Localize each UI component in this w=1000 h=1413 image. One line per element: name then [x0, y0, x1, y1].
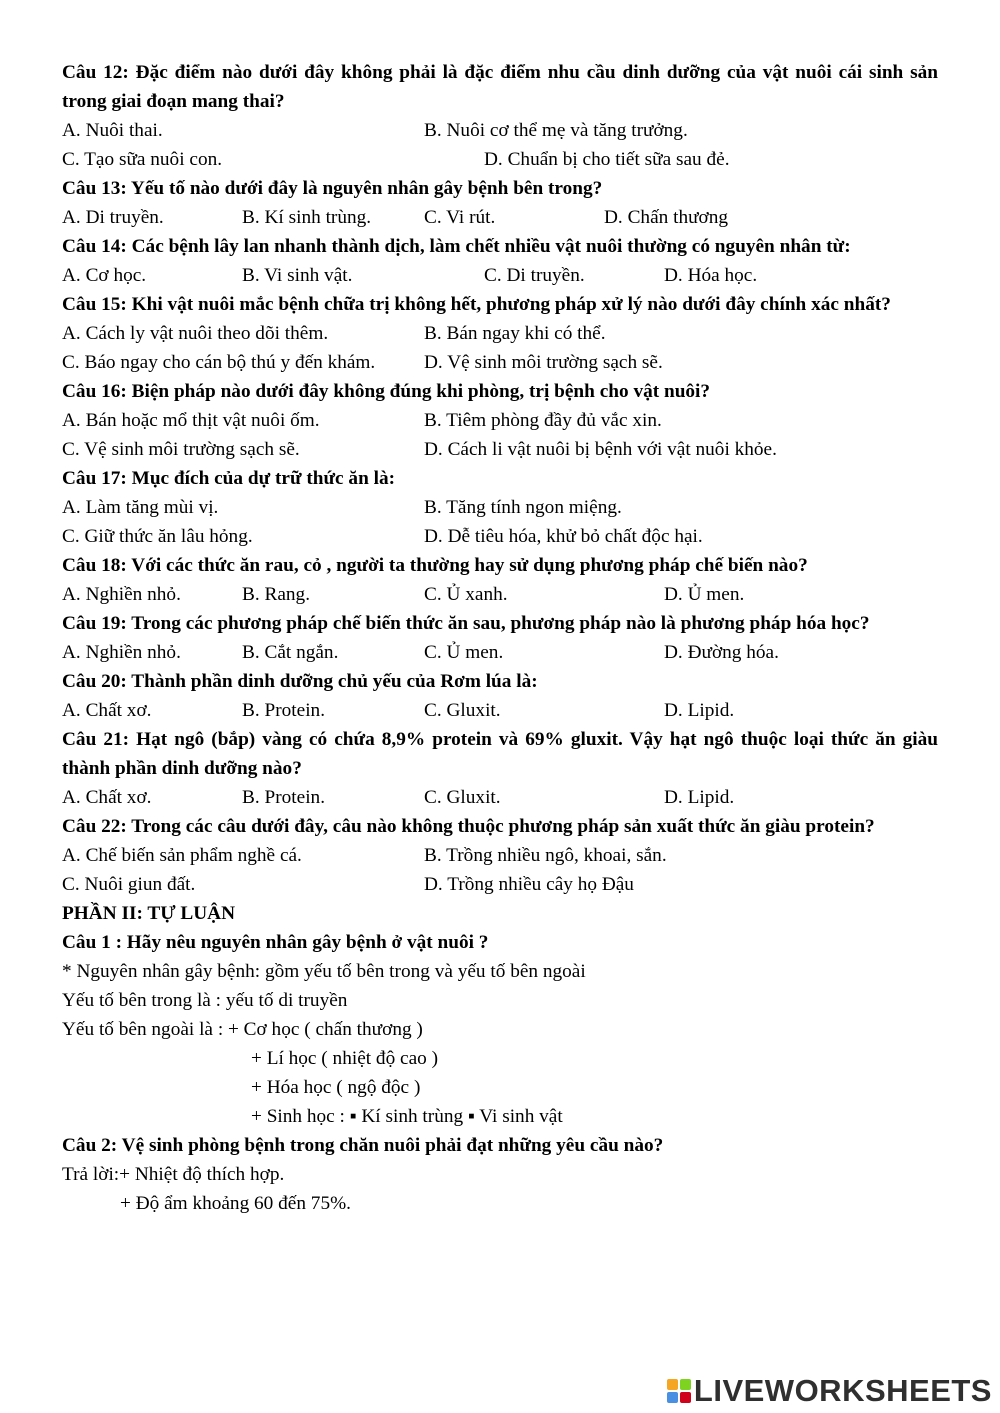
answer-row — [62, 406, 938, 435]
question-12 — [62, 58, 938, 174]
answer-option: C. Tạo sữa nuôi con. — [62, 149, 223, 170]
essay-question-1: Câu 1 : Hãy nêu nguyên nhân gây bệnh ở vật nuôi ? — [62, 932, 489, 953]
answer-option: B. Protein. — [242, 787, 326, 808]
answer-option: C. Gluxit. — [424, 787, 501, 808]
answer-option: B. Kí sinh trùng. — [242, 207, 372, 228]
answer-row — [62, 493, 938, 522]
answer-option: B. Trồng nhiều ngô, khoai, sắn. — [424, 845, 667, 866]
question-13 — [62, 174, 938, 232]
question-text: Câu 14: Các bệnh lây lan nhanh thành dịch, làm chết nhiều vật nuôi thường có nguyên nhân từ: — [62, 236, 851, 257]
answer-row — [62, 696, 938, 725]
answer-line: + Hóa học ( ngộ độc ) — [251, 1077, 421, 1098]
answer-option: D. Cách li vật nuôi bị bệnh với vật nuôi khỏe. — [424, 439, 777, 460]
answer-option: A. Nuôi thai. — [62, 120, 163, 141]
question-text: Câu 20: Thành phần dinh dưỡng chủ yếu của Rơm lúa là: — [62, 671, 538, 692]
answer-line: Trả lời:+ Nhiệt độ thích hợp. — [62, 1164, 285, 1185]
question-19 — [62, 609, 938, 667]
answer-line: + Độ ẩm khoảng 60 đến 75%. — [120, 1193, 351, 1214]
answer-option: C. Nuôi giun đất. — [62, 874, 196, 895]
answer-option: C. Vệ sinh môi trường sạch sẽ. — [62, 439, 300, 460]
answer-option: C. Di truyền. — [484, 265, 585, 286]
question-text: Câu 21: Hạt ngô (bắp) vàng có chứa 8,9% protein và 69% gluxit. Vậy hạt ngô thuộc loại thức ăn giàu thành phần dinh dưỡng nào? — [62, 729, 938, 779]
answer-option: A. Di truyền. — [62, 207, 164, 228]
answer-option: B. Vi sinh vật. — [242, 265, 353, 286]
answer-option: C. Báo ngay cho cán bộ thú y đến khám. — [62, 352, 376, 373]
answer-row — [62, 580, 938, 609]
answer-option: D. Chấn thương — [604, 207, 729, 228]
logo-text: LIVEWORKSHEETS — [693, 1373, 992, 1408]
answer-option: C. Ủ men. — [424, 642, 504, 663]
question-20 — [62, 667, 938, 725]
question-17 — [62, 464, 938, 551]
answer-option: A. Cơ học. — [62, 265, 147, 286]
answer-option: D. Lipid. — [664, 787, 735, 808]
answer-row — [62, 203, 938, 232]
logo-grid-icon — [667, 1379, 691, 1403]
part-2-essay — [62, 899, 938, 1218]
answer-option: D. Lipid. — [664, 700, 735, 721]
question-text: Câu 18: Với các thức ăn rau, cỏ , người ta thường hay sử dụng phương pháp chế biến nào? — [62, 555, 808, 576]
question-18 — [62, 551, 938, 609]
answer-option: B. Cắt ngắn. — [242, 642, 339, 663]
answer-option: B. Protein. — [242, 700, 326, 721]
question-text: Câu 22: Trong các câu dưới đây, câu nào không thuộc phương pháp sản xuất thức ăn giàu protein? — [62, 816, 875, 837]
answer-option: B. Tiêm phòng đầy đủ vắc xin. — [424, 410, 662, 431]
answer-option: D. Chuẩn bị cho tiết sữa sau đẻ. — [484, 149, 730, 170]
answer-row — [62, 435, 938, 464]
answer-option: B. Nuôi cơ thể mẹ và tăng trưởng. — [424, 120, 688, 141]
answer-row — [62, 116, 938, 145]
question-text: Câu 17: Mục đích của dự trữ thức ăn là: — [62, 468, 396, 489]
answer-row — [62, 522, 938, 551]
answer-row — [62, 783, 938, 812]
section-heading: PHẦN II: TỰ LUẬN — [62, 903, 236, 924]
essay-question-2: Câu 2: Vệ sinh phòng bệnh trong chăn nuôi phải đạt những yêu cầu nào? — [62, 1135, 664, 1156]
answer-row — [62, 638, 938, 667]
answer-option: C. Gluxit. — [424, 700, 501, 721]
answer-option: C. Ủ xanh. — [424, 584, 508, 605]
answer-row — [62, 319, 938, 348]
answer-option: A. Cách ly vật nuôi theo dõi thêm. — [62, 323, 329, 344]
worksheet-page — [62, 58, 938, 1218]
answer-option: D. Dễ tiêu hóa, khử bỏ chất độc hại. — [424, 526, 703, 547]
answer-option: A. Bán hoặc mổ thịt vật nuôi ốm. — [62, 410, 320, 431]
question-14 — [62, 232, 938, 290]
question-21 — [62, 725, 938, 812]
answer-option: D. Trồng nhiều cây họ Đậu — [424, 874, 634, 895]
answer-line: + Sinh học : ▪ Kí sinh trùng ▪ Vi sinh vật — [251, 1106, 563, 1127]
answer-option: C. Vi rút. — [424, 207, 496, 228]
answer-option: B. Rang. — [242, 584, 311, 605]
answer-option: B. Bán ngay khi có thể. — [424, 323, 606, 344]
answer-row — [62, 870, 938, 899]
answer-line: Yếu tố bên trong là : yếu tố di truyền — [62, 990, 348, 1011]
question-text: Câu 13: Yếu tố nào dưới đây là nguyên nhân gây bệnh bên trong? — [62, 178, 603, 199]
question-text: Câu 19: Trong các phương pháp chế biến thức ăn sau, phương pháp nào là phương pháp hóa học? — [62, 613, 870, 634]
question-15 — [62, 290, 938, 377]
question-16 — [62, 377, 938, 464]
answer-line: + Lí học ( nhiệt độ cao ) — [251, 1048, 439, 1069]
answer-option: B. Tăng tính ngon miệng. — [424, 497, 622, 518]
question-22 — [62, 812, 938, 899]
answer-row — [62, 841, 938, 870]
answer-option: D. Ủ men. — [664, 584, 745, 605]
answer-option: A. Nghiền nhỏ. — [62, 584, 181, 605]
answer-line: Yếu tố bên ngoài là : + Cơ học ( chấn thương ) — [62, 1019, 423, 1040]
question-text: Câu 15: Khi vật nuôi mắc bệnh chữa trị không hết, phương pháp xử lý nào dưới đây chính xác nhất? — [62, 294, 891, 315]
answer-option: A. Chế biến sản phẩm nghề cá. — [62, 845, 302, 866]
answer-option: D. Vệ sinh môi trường sạch sẽ. — [424, 352, 663, 373]
answer-option: A. Làm tăng mùi vị. — [62, 497, 219, 518]
answer-row — [62, 261, 938, 290]
question-text: Câu 12: Đặc điểm nào dưới đây không phải là đặc điểm nhu cầu dinh dưỡng của vật nuôi cái sinh sản trong giai đoạn mang thai? — [62, 62, 938, 112]
answer-row — [62, 348, 938, 377]
answer-option: A. Chất xơ. — [62, 787, 152, 808]
question-text: Câu 16: Biện pháp nào dưới đây không đúng khi phòng, trị bệnh cho vật nuôi? — [62, 381, 711, 402]
answer-option: D. Đường hóa. — [664, 642, 779, 663]
answer-option: D. Hóa học. — [664, 265, 758, 286]
answer-option: A. Chất xơ. — [62, 700, 152, 721]
answer-option: A. Nghiền nhỏ. — [62, 642, 181, 663]
answer-row — [62, 145, 938, 174]
answer-option: C. Giữ thức ăn lâu hỏng. — [62, 526, 253, 547]
answer-line: * Nguyên nhân gây bệnh: gồm yếu tố bên trong và yếu tố bên ngoài — [62, 961, 586, 982]
liveworksheets-logo — [667, 1373, 992, 1409]
